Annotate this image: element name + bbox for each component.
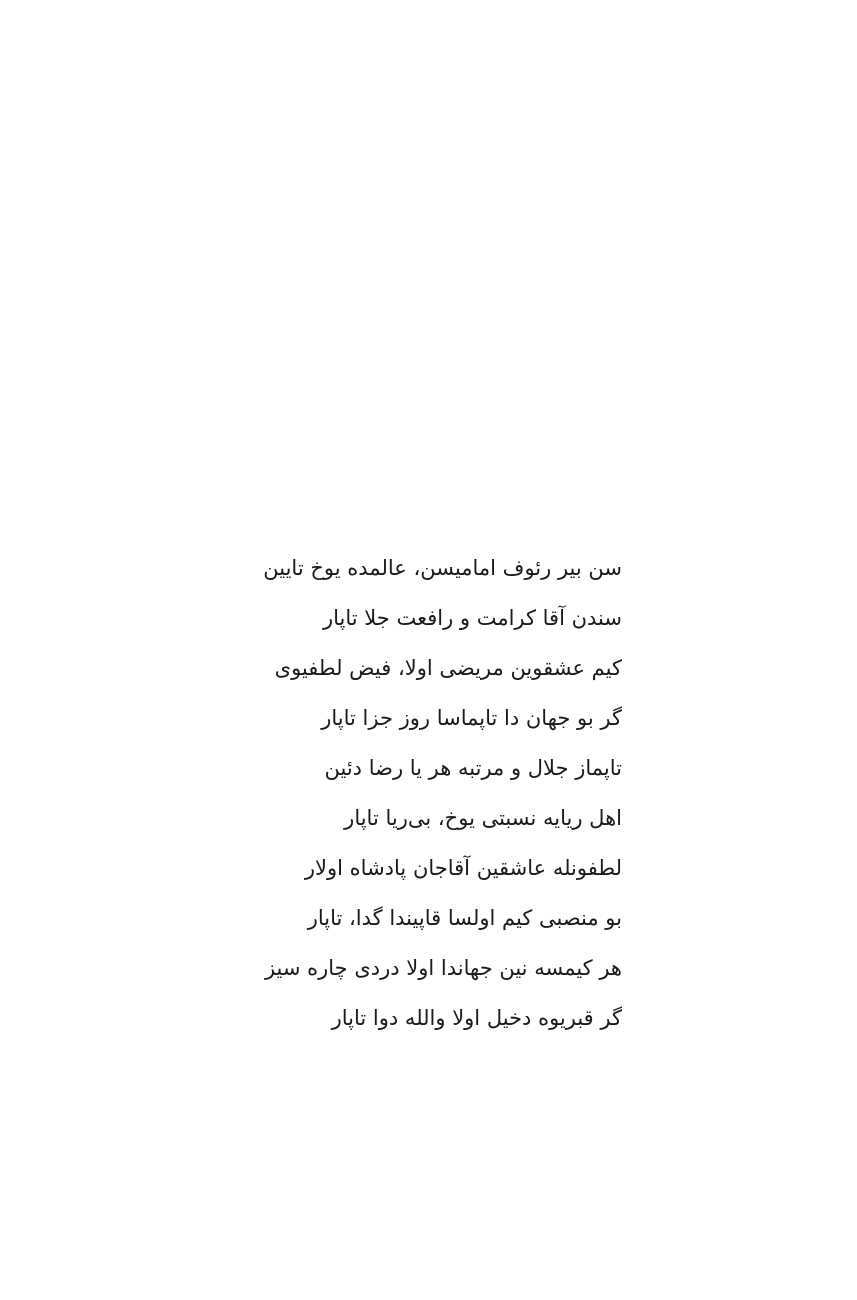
poem-line-9: هر کیمسه نین جهاندا اولا دردی چاره سیز: [264, 956, 622, 980]
poem-line-6: اهل ریایه نسبتی یوخ، بی‌ریا تاپار: [344, 806, 622, 830]
poem-line-5: تاپماز جلال و مرتبه هر یا رضا دئین: [324, 756, 622, 780]
poem-line-10: گر قبریوه دخیل اولا والله دوا تاپار: [331, 1006, 622, 1030]
poem-line-3: کیم عشقوین مریضی اولا، فیض لطفیوی: [274, 656, 622, 680]
poem-line-4: گر بو جهان دا تاپماسا روز جزا تاپار: [321, 706, 622, 730]
poem-block: [202, 549, 622, 1049]
poem-line-2: سندن آقا کرامت و رافعت جلا تاپار: [322, 606, 622, 630]
poem-line-7: لطفونله عاشقین آقاجان پادشاه اولار: [304, 856, 622, 880]
poem-line-8: بو منصبی کیم اولسا قاپیندا گدا، تاپار: [307, 906, 622, 930]
poem-line-1: سن بیر رئوف امامیسن، عالمده یوخ تایین: [263, 556, 622, 580]
